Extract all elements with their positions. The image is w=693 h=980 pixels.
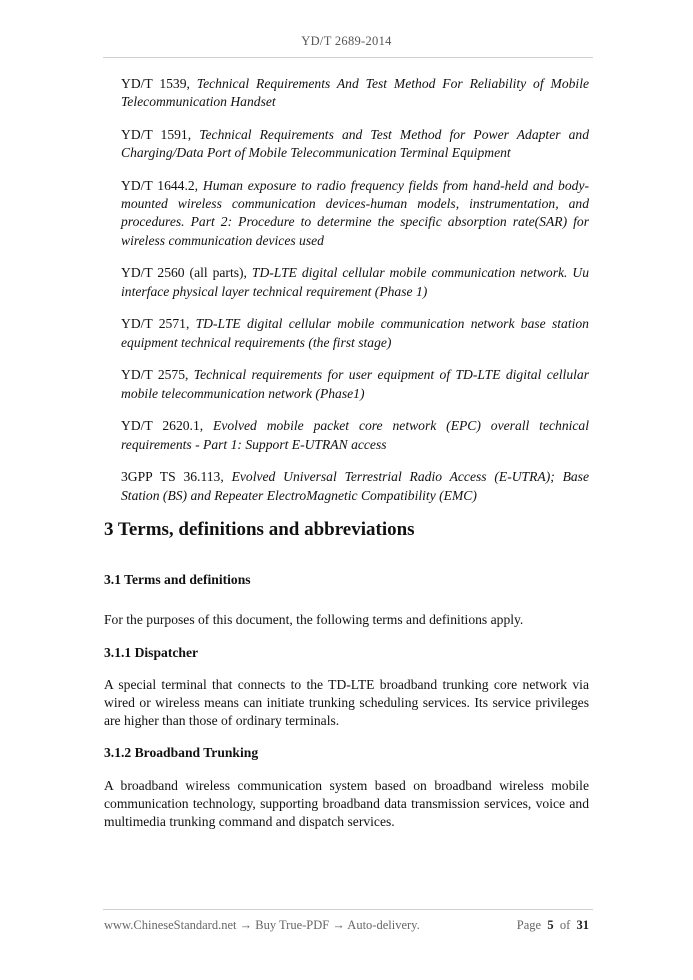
reference-code: YD/T 2571, xyxy=(121,316,196,332)
section-heading: 3 Terms, definitions and abbreviations xyxy=(104,519,415,540)
reference-item xyxy=(121,315,589,351)
reference-item xyxy=(121,264,589,300)
reference-code: YD/T 2575, xyxy=(121,367,194,383)
reference-code: YD/T 2620.1, xyxy=(121,418,214,434)
reference-item xyxy=(121,468,589,504)
term-definition-broadband-trunking: A broadband wireless communication system based on broadband wireless mobile communication technology, supporting broadband data transmission services, voice and multimedia trunking command and dispatch services. xyxy=(104,778,589,830)
footer-promo xyxy=(104,918,420,933)
reference-title: Technical Requirements and Test Method for Power Adapter and Charging/Data Port of Mobile Telecommunication Terminal Equipment xyxy=(121,127,589,161)
footer-divider xyxy=(103,909,593,910)
subsection-heading: 3.1 Terms and definitions xyxy=(104,572,251,587)
arrow-icon: → xyxy=(332,918,345,932)
arrow-icon: → xyxy=(239,918,253,932)
reference-title: Human exposure to radio frequency fields from hand-held and body-mounted wireless communication devices-human models, instrumentation, and procedures. Part 2: Procedure to determine the specific absorption rate(SAR) for wireless communication devices used xyxy=(121,178,590,248)
normative-references-list xyxy=(121,75,589,519)
page-total: 31 xyxy=(576,918,589,932)
reference-code: YD/T 1591, xyxy=(121,127,200,142)
reference-title: Evolved Universal Terrestrial Radio Access (E-UTRA); Base Station (BS) and Repeater ElectroMagnetic Compatibility (EMC) xyxy=(121,469,589,503)
page-footer xyxy=(104,918,589,933)
running-header: YD/T 2689-2014 xyxy=(301,34,392,48)
reference-title: TD-LTE digital cellular mobile communication network. Uu interface physical layer technical requirement (Phase 1) xyxy=(121,265,589,299)
reference-title: Evolved mobile packet core network (EPC) overall technical requirements - Part 1: Support E-UTRAN access xyxy=(121,418,590,452)
reference-title: TD-LTE digital cellular mobile communication network base station equipment technical requirements (the first stage) xyxy=(121,316,589,350)
reference-code: YD/T 1644.2, xyxy=(121,178,203,193)
reference-item xyxy=(121,126,589,162)
reference-title: Technical requirements for user equipment of TD-LTE digital cellular mobile telecommunication network (Phase1) xyxy=(121,367,589,401)
term-definition-dispatcher: A special terminal that connects to the TD-LTE broadband trunking core network via wired or wireless means can initiate trunking scheduling services. Its service privileges are higher than those of ordinary terminals. xyxy=(104,677,589,729)
reference-item xyxy=(121,75,589,111)
reference-item xyxy=(121,417,589,453)
page-number: 5 xyxy=(547,918,554,932)
of-label: of xyxy=(559,918,571,932)
header-divider xyxy=(103,57,593,58)
intro-paragraph: For the purposes of this document, the following terms and definitions apply. xyxy=(104,612,524,627)
reference-title: Technical Requirements And Test Method For Reliability of Mobile Telecommunication Handset xyxy=(121,76,590,110)
reference-code: YD/T 2560 (all parts), xyxy=(121,265,252,281)
term-heading-broadband-trunking: 3.1.2 Broadband Trunking xyxy=(104,745,259,760)
buy-text: Buy True-PDF xyxy=(252,918,333,932)
reference-item xyxy=(121,177,589,250)
reference-code: 3GPP TS 36.113, xyxy=(121,469,232,485)
site-link[interactable]: www.ChineseStandard.net xyxy=(104,918,237,932)
reference-code: YD/T 1539, xyxy=(121,76,197,91)
delivery-text: Auto-delivery. xyxy=(344,918,420,932)
reference-item xyxy=(121,366,589,402)
page-label: Page xyxy=(516,918,542,932)
term-heading-dispatcher: 3.1.1 Dispatcher xyxy=(104,645,199,660)
page-indicator xyxy=(517,918,589,933)
